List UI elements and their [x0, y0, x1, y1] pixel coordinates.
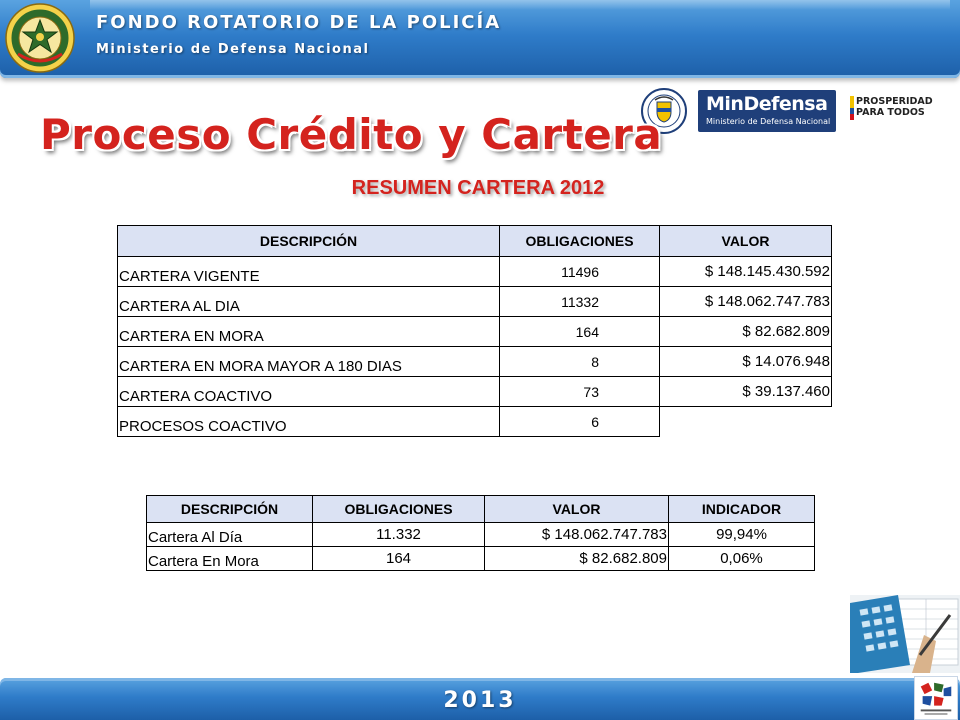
cell-descripcion: PROCESOS COACTIVO [118, 407, 500, 437]
col-header-obligaciones: OBLIGACIONES [313, 496, 485, 523]
cell-obligaciones: 11332 [500, 287, 660, 317]
col-header-indicador: INDICADOR [669, 496, 815, 523]
summary-title [0, 177, 960, 200]
prosperidad-line1: PROSPERIDAD [856, 96, 933, 107]
cell-obligaciones: 11496 [500, 257, 660, 287]
cell-descripcion: CARTERA EN MORA [118, 317, 500, 347]
cell-descripcion: CARTERA AL DIA [118, 287, 500, 317]
prosperidad-line2: PARA TODOS [856, 107, 925, 118]
cell-descripcion: CARTERA VIGENTE [118, 257, 500, 287]
org-subtitle: Ministerio de Defensa Nacional [96, 42, 370, 57]
cell-valor: $ 148.062.747.783 [485, 523, 669, 547]
cell-valor: $ 82.682.809 [660, 317, 832, 347]
footer-year: 2013 [443, 688, 517, 713]
table-header-row [118, 226, 832, 257]
cell-obligaciones: 8 [500, 347, 660, 377]
cell-valor [660, 407, 832, 437]
partner-logos [640, 88, 940, 134]
mindefensa-logo [698, 90, 836, 132]
table-row [118, 317, 832, 347]
cell-obligaciones: 164 [500, 317, 660, 347]
col-header-obligaciones: OBLIGACIONES [500, 226, 660, 257]
col-header-valor: VALOR [485, 496, 669, 523]
table-row [118, 347, 832, 377]
prosperidad-flag-icon [850, 96, 854, 120]
cell-obligaciones: 164 [313, 547, 485, 571]
portfolio-summary-table [117, 225, 832, 437]
cell-valor: $ 148.145.430.592 [660, 257, 832, 287]
mindefensa-subtitle: Ministerio de Defensa Nacional [706, 117, 831, 126]
cell-valor: $ 39.137.460 [660, 377, 832, 407]
table-header-row [147, 496, 815, 523]
org-title: FONDO ROTATORIO DE LA POLICÍA [96, 12, 502, 33]
cell-descripcion: CARTERA COACTIVO [118, 377, 500, 407]
table-row [118, 287, 832, 317]
cell-obligaciones: 11.332 [313, 523, 485, 547]
page-title: Proceso Crédito y Cartera [40, 110, 663, 159]
table-row [147, 547, 815, 571]
calculator-spreadsheet-image [850, 595, 960, 673]
police-seal-icon [4, 2, 76, 74]
table-row [118, 407, 832, 437]
cell-valor: $ 82.682.809 [485, 547, 669, 571]
col-header-valor: VALOR [660, 226, 832, 257]
cell-valor: $ 148.062.747.783 [660, 287, 832, 317]
portfolio-indicator-table [146, 495, 815, 571]
table-row [147, 523, 815, 547]
prosperidad-logo [856, 96, 940, 118]
header-highlight [90, 0, 950, 10]
summary-title-text: RESUMEN CARTERA 2012 [351, 177, 605, 199]
cell-obligaciones: 73 [500, 377, 660, 407]
mindefensa-name: MinDefensa [706, 93, 828, 115]
col-header-descripcion: DESCRIPCIÓN [118, 226, 500, 257]
cell-obligaciones: 6 [500, 407, 660, 437]
cell-descripcion: Cartera En Mora [147, 547, 313, 571]
cell-descripcion: Cartera Al Día [147, 523, 313, 547]
institution-logo-icon [914, 676, 958, 720]
col-header-descripcion: DESCRIPCIÓN [147, 496, 313, 523]
table-row [118, 257, 832, 287]
cell-descripcion: CARTERA EN MORA MAYOR A 180 DIAS [118, 347, 500, 377]
cell-valor: $ 14.076.948 [660, 347, 832, 377]
cell-indicador: 0,06% [669, 547, 815, 571]
table-row [118, 377, 832, 407]
cell-indicador: 99,94% [669, 523, 815, 547]
